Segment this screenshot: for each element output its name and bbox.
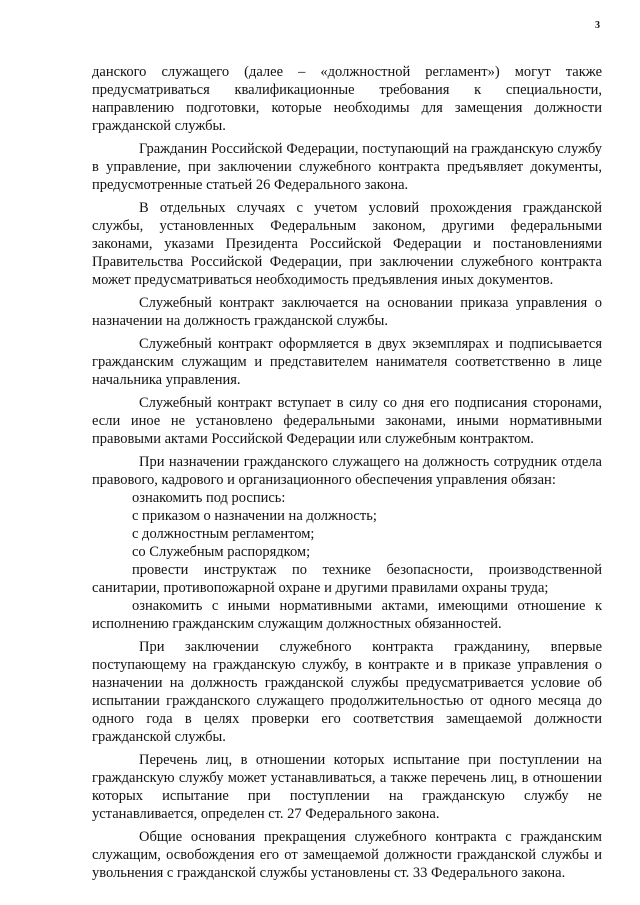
paragraph-termination: Общие основания прекращения служебного контракта с гражданским служащим, освобождения его от замещаемой должности гражданской службы и увольнения с гражданской службы установлены ст. 33 Федерального закона. (92, 829, 602, 881)
paragraph-appointment-duties: При назначении гражданского служащего на должность сотрудник отдела правового, кадрового и организационного обеспечения управления обязан: (92, 454, 602, 488)
list-item: с приказом о назначении на должность; (132, 508, 377, 524)
paragraph-contract-basis: Служебный контракт заключается на основании приказа управления о назначении на должность гражданской службы. (92, 295, 602, 329)
list-item: со Служебным распорядком; (132, 544, 311, 560)
paragraph-continuation: данского служащего (далее – «должностной регламент») могут также предусматриваться квалификационные требования к специальности, направлению подготовки, которые необходимы для замещения должности гражданской службы. (92, 64, 602, 134)
list-intro: ознакомить под роспись: (132, 490, 286, 506)
paragraph-citizen-documents: Гражданин Российской Федерации, поступающий на гражданскую службу в управление, при заключении служебного контракта предъявляет документы, предусмотренные статьей 26 Федерального закона. (92, 141, 602, 193)
document-body (92, 63, 602, 887)
paragraph-probation: При заключении служебного контракта гражданину, впервые поступающему на гражданскую службу, в контракте и в приказе управления о назначении на должность гражданской службы предусматривается условие об испытании гражданского служащего продолжительностью от одного месяца до одного года в целях проверки его соответствия замещаемой должности гражданской службы. (92, 639, 602, 745)
paragraph-contract-copies: Служебный контракт оформляется в двух экземплярах и подписывается гражданским служащим и представителем нанимателя соответственно в лице начальника управления. (92, 336, 602, 388)
list-item-instruction: провести инструктаж по технике безопасности, производственной санитарии, противопожарной охране и другими правилами охраны труда; (92, 562, 602, 596)
list-item-familiarize: ознакомить с иными нормативными актами, имеющими отношение к исполнению гражданским служащим должностных обязанностей. (92, 598, 602, 632)
page-number: 3 (595, 20, 600, 31)
paragraph-probation-list: Перечень лиц, в отношении которых испытание при поступлении на гражданскую службу может устанавливаться, а также перечень лиц, в отношении которых испытание при поступлении на гражданскую службу не устанавливается, определен ст. 27 Федерального закона. (92, 752, 602, 822)
paragraph-contract-effective: Служебный контракт вступает в силу со дня его подписания сторонами, если иное не установлено федеральными законами, иными нормативными правовыми актами Российской Федерации или служебным контрактом. (92, 395, 602, 447)
paragraph-other-documents: В отдельных случаях с учетом условий прохождения гражданской службы, установленных Федеральным законом, другими федеральными законами, указами Президента Российской Федерации и постановлениями Правительства Российской Федерации, при заключении служебного контракта может предусматриваться необходимость предъявления иных документов. (92, 200, 602, 288)
list-item: с должностным регламентом; (132, 526, 315, 542)
